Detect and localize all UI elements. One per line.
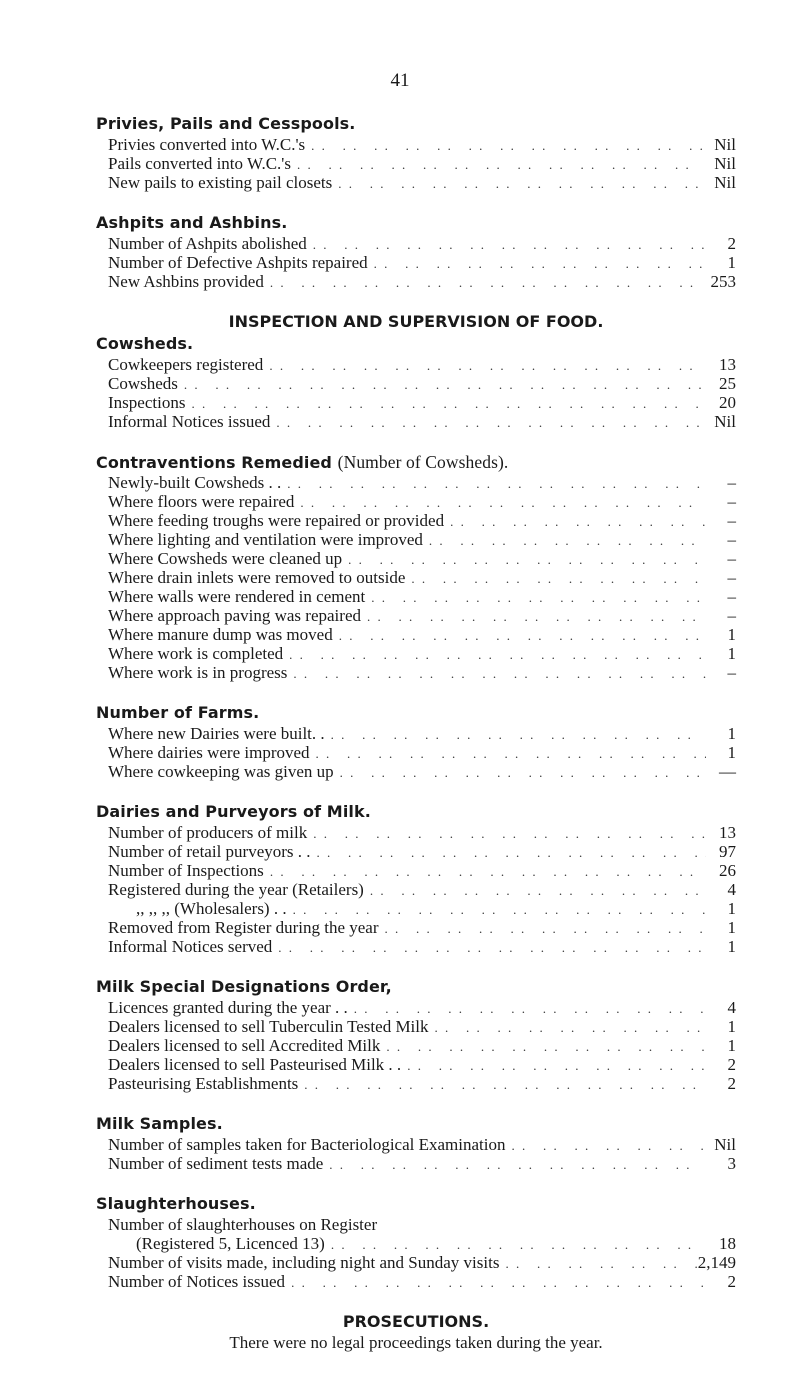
row-value: 1 [727, 743, 736, 762]
row-label: Number of samples taken for Bacteriological Examination [108, 1135, 506, 1154]
table-row [96, 762, 736, 781]
row-value: – [727, 473, 736, 492]
leader-dots [429, 1018, 706, 1037]
table-row [96, 412, 736, 431]
row-value: 13 [719, 823, 736, 842]
table-row [96, 743, 736, 762]
row-label: Informal Notices served [108, 937, 273, 956]
row-value: – [727, 511, 736, 530]
row-value: 4 [727, 998, 736, 1017]
row-value: 1 [727, 937, 736, 956]
row-value: 26 [719, 861, 736, 880]
table-row [96, 1017, 736, 1036]
table-row [96, 234, 736, 253]
farms-rows [96, 724, 736, 781]
row-label: Where floors were repaired [108, 492, 295, 511]
ashpits-section [96, 212, 736, 291]
leader-dots [333, 626, 706, 645]
row-value: 1 [727, 253, 736, 272]
row-value: – [727, 549, 736, 568]
table-row [96, 154, 736, 173]
dairies-rows [96, 823, 736, 956]
row-label: Licences granted during the year . . [108, 998, 348, 1017]
row-label: Number of Defective Ashpits repaired [108, 253, 368, 272]
cowsheds-heading: Cowsheds. [96, 334, 194, 353]
leader-dots [270, 413, 706, 432]
slaughterhouses-register-line [96, 1215, 736, 1234]
contraventions-note: (Number of Cowsheds). [337, 452, 509, 472]
table-row [96, 937, 736, 956]
row-value: 1 [727, 644, 736, 663]
prosecutions-title: PROSECUTIONS. [342, 1312, 490, 1331]
row-label: Removed from Register during the year [108, 918, 379, 937]
table-row [96, 173, 736, 192]
table-row [96, 842, 736, 861]
row-label: (Registered 5, Licenced 13) [136, 1234, 325, 1253]
inspection-section [96, 311, 736, 431]
row-label: Number of retail purveyors . . [108, 842, 311, 861]
row-label: Newly-built Cowsheds . . [108, 473, 282, 492]
contraventions-title: Contraventions Remedied [96, 453, 332, 472]
leader-dots [283, 645, 706, 664]
row-label: New pails to existing pail closets [108, 173, 333, 192]
leader-dots [298, 1075, 706, 1094]
row-value: – [727, 663, 736, 682]
row-label: Where lighting and ventilation were improved [108, 530, 423, 549]
table-row [96, 1055, 736, 1074]
leader-dots [334, 763, 706, 782]
row-label: Pails converted into W.C.'s [108, 154, 291, 173]
table-row [96, 272, 736, 291]
prosecutions-text: There were no legal proceedings taken during the year. [229, 1333, 603, 1352]
row-value: Nil [714, 1135, 736, 1154]
row-label: Cowkeepers registered [108, 355, 264, 374]
inspection-title: INSPECTION AND SUPERVISION OF FOOD. [228, 312, 604, 331]
page-number: 41 [390, 70, 410, 91]
contraventions-section [96, 451, 736, 682]
row-label: Cowsheds [108, 374, 178, 393]
row-label: Where cowkeeping was given up [108, 762, 334, 781]
row-label: Pasteurising Establishments [108, 1074, 299, 1093]
row-value: 20 [719, 393, 736, 412]
row-label: Where dairies were improved [108, 743, 310, 762]
row-value: – [727, 530, 736, 549]
table-row [96, 253, 736, 272]
leader-dots [348, 999, 706, 1018]
leader-dots [325, 1235, 706, 1254]
leader-dots [307, 235, 706, 254]
leader-dots [264, 273, 706, 292]
row-label: Number of slaughterhouses on Register [108, 1215, 378, 1234]
privies-rows [96, 135, 736, 192]
row-value: 4 [727, 880, 736, 899]
milk-samples-section [96, 1113, 736, 1173]
slaughterhouses-section [96, 1193, 736, 1291]
row-label: Number of sediment tests made [108, 1154, 324, 1173]
row-label: Inspections [108, 393, 186, 412]
leader-dots [364, 881, 706, 900]
row-value: 2 [727, 1272, 736, 1291]
contraventions-rows [96, 473, 736, 682]
row-label: Number of visits made, including night and Sunday visits [108, 1253, 500, 1272]
table-row [96, 1234, 736, 1253]
table-row [96, 823, 736, 842]
table-row [96, 606, 736, 625]
leader-dots [291, 155, 706, 174]
row-label: Number of producers of milk [108, 823, 308, 842]
cowsheds-rows [96, 355, 736, 431]
table-row [96, 374, 736, 393]
milk-designations-heading: Milk Special Designations Order, [96, 977, 392, 996]
row-value: Nil [714, 154, 736, 173]
milk-designations-rows [96, 998, 736, 1093]
table-row [96, 492, 736, 511]
row-label: Where new Dairies were built. . [108, 724, 325, 743]
prosecutions-section [96, 1311, 736, 1353]
row-label: Informal Notices issued [108, 412, 271, 431]
leader-dots [361, 607, 706, 626]
row-value: – [727, 587, 736, 606]
row-value: 2,149 [697, 1253, 736, 1272]
table-row [96, 473, 736, 492]
leader-dots [185, 394, 706, 413]
dairies-section [96, 801, 736, 956]
table-row [96, 644, 736, 663]
privies-heading: Privies, Pails and Cesspools. [96, 114, 356, 133]
leader-dots [178, 375, 706, 394]
leader-dots [311, 843, 706, 862]
table-row [96, 568, 736, 587]
table-row [96, 1036, 736, 1055]
row-label: Number of Inspections [108, 861, 264, 880]
privies-section [96, 113, 736, 192]
row-value: 1 [727, 1017, 736, 1036]
leader-dots [380, 1037, 706, 1056]
row-label: Dealers licensed to sell Pasteurised Milk . . [108, 1055, 402, 1074]
table-row [96, 663, 736, 682]
leader-dots [310, 744, 706, 763]
leader-dots [505, 1136, 706, 1155]
row-value: — [719, 762, 736, 781]
slaughterhouses-rows [96, 1234, 736, 1291]
row-label: New Ashbins provided [108, 272, 264, 291]
leader-dots [325, 725, 706, 744]
table-row [96, 625, 736, 644]
row-value: Nil [714, 412, 736, 431]
row-label: Where drain inlets were removed to outside [108, 568, 406, 587]
table-row [96, 724, 736, 743]
leader-dots [323, 1155, 706, 1174]
row-value: – [727, 492, 736, 511]
row-value: 3 [727, 1154, 736, 1173]
row-label: Where work is in progress [108, 663, 288, 682]
row-value: 1 [727, 724, 736, 743]
leader-dots [285, 1273, 706, 1292]
table-row [96, 880, 736, 899]
row-value: 18 [719, 1234, 736, 1253]
row-value: 1 [727, 899, 736, 918]
leader-dots [305, 136, 706, 155]
row-label: Registered during the year (Retailers) [108, 880, 364, 899]
row-value: – [727, 606, 736, 625]
leader-dots [379, 919, 706, 938]
leader-dots [272, 938, 706, 957]
milk-samples-heading: Milk Samples. [96, 1114, 223, 1133]
leader-dots [499, 1254, 697, 1273]
row-value: 1 [727, 1036, 736, 1055]
table-row [96, 861, 736, 880]
leader-dots [263, 356, 706, 375]
table-row [96, 511, 736, 530]
table-row [96, 530, 736, 549]
table-row [96, 549, 736, 568]
leader-dots [405, 569, 706, 588]
row-label: Number of Notices issued [108, 1272, 286, 1291]
row-value: Nil [714, 135, 736, 154]
row-value: 2 [727, 1074, 736, 1093]
leader-dots [342, 550, 706, 569]
row-label: Dealers licensed to sell Accredited Milk [108, 1036, 381, 1055]
ashpits-heading: Ashpits and Ashbins. [96, 213, 288, 232]
row-label: Number of Ashpits abolished [108, 234, 307, 253]
leader-dots [401, 1056, 706, 1075]
leader-dots [294, 493, 706, 512]
leader-dots [423, 531, 706, 550]
leader-dots [287, 900, 706, 919]
row-label: Where walls were rendered in cement [108, 587, 366, 606]
row-label: Where work is completed [108, 644, 284, 663]
row-value: 2 [727, 1055, 736, 1074]
leader-dots [281, 474, 706, 493]
table-row [96, 1253, 736, 1272]
row-value: 25 [719, 374, 736, 393]
row-label: Where approach paving was repaired [108, 606, 361, 625]
leader-dots [264, 862, 706, 881]
table-row [96, 899, 736, 918]
row-label: ,, ,, ,, (Wholesalers) . . [136, 899, 287, 918]
table-row [96, 998, 736, 1017]
row-value: 1 [727, 625, 736, 644]
dairies-heading: Dairies and Purveyors of Milk. [96, 802, 371, 821]
table-row [96, 393, 736, 412]
row-label: Where Cowsheds were cleaned up [108, 549, 343, 568]
table-row [96, 1154, 736, 1173]
row-label: Privies converted into W.C.'s [108, 135, 306, 154]
leader-dots [365, 588, 706, 607]
row-value: 97 [719, 842, 736, 861]
table-row [96, 135, 736, 154]
ashpits-rows [96, 234, 736, 291]
slaughterhouses-heading: Slaughterhouses. [96, 1194, 256, 1213]
row-value: 253 [710, 272, 736, 291]
table-row [96, 355, 736, 374]
leader-dots [307, 824, 706, 843]
farms-heading: Number of Farms. [96, 703, 260, 722]
row-value: 2 [727, 234, 736, 253]
leader-dots [368, 254, 706, 273]
milk-designations-section [96, 976, 736, 1093]
row-label: Where manure dump was moved [108, 625, 333, 644]
leader-dots [332, 174, 706, 193]
row-value: 1 [727, 918, 736, 937]
leader-dots [444, 512, 706, 531]
row-label: Where feeding troughs were repaired or provided [108, 511, 445, 530]
farms-section [96, 702, 736, 781]
table-row [96, 587, 736, 606]
table-row [96, 1135, 736, 1154]
row-value: 13 [719, 355, 736, 374]
contraventions-heading [96, 451, 736, 473]
table-row [96, 1272, 736, 1291]
report-body [96, 113, 736, 1373]
leader-dots [287, 664, 706, 683]
row-label: Dealers licensed to sell Tuberculin Tested Milk [108, 1017, 429, 1036]
row-value: Nil [714, 173, 736, 192]
milk-samples-rows [96, 1135, 736, 1173]
table-row [96, 918, 736, 937]
table-row [96, 1074, 736, 1093]
row-value: – [727, 568, 736, 587]
